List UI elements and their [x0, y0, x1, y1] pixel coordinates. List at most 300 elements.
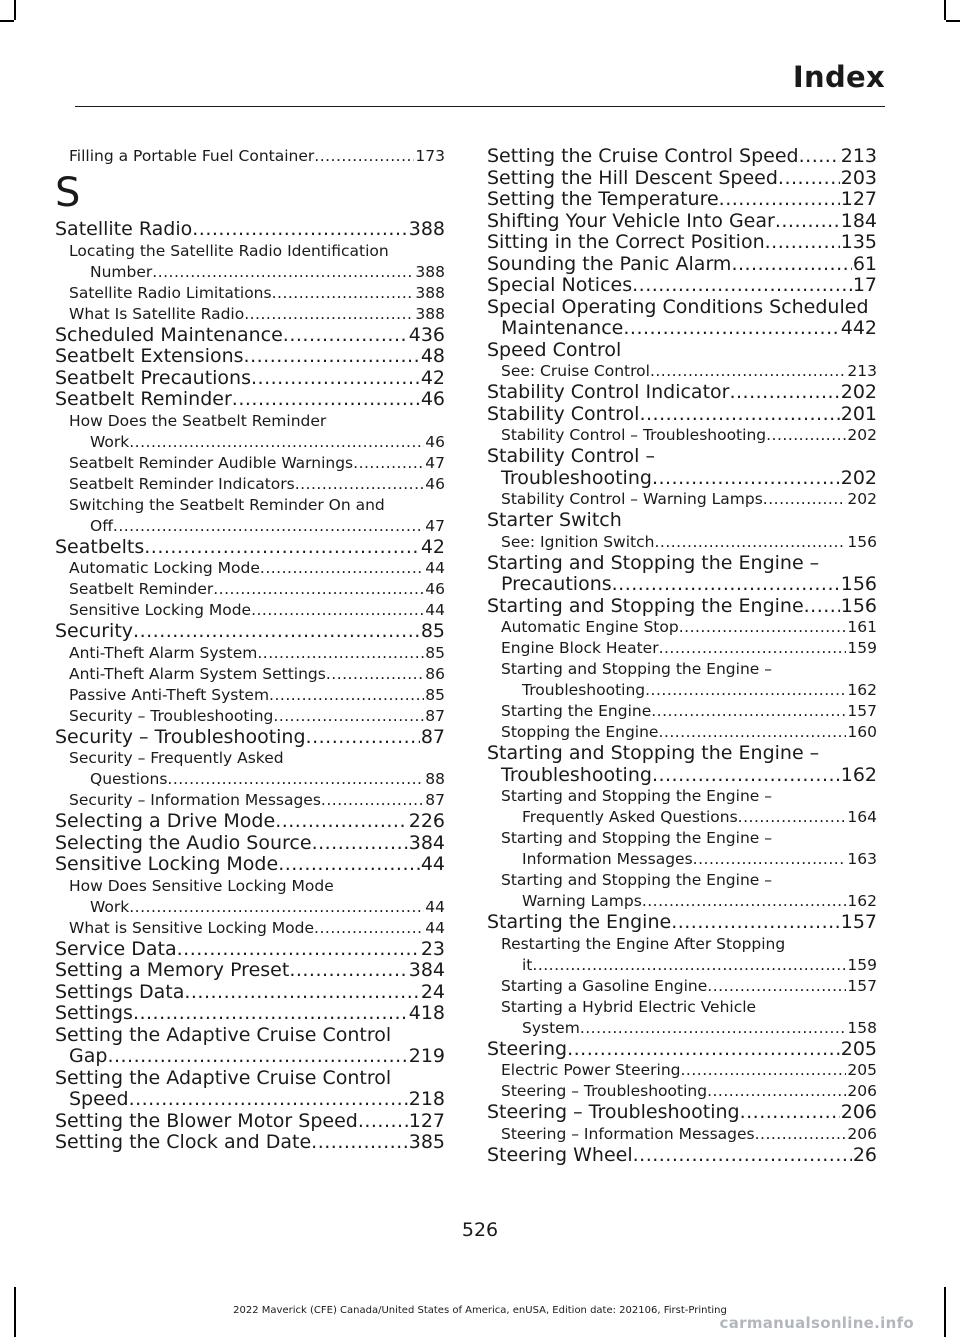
entry-text: System — [522, 1018, 580, 1037]
dot-leader — [306, 727, 420, 749]
dot-leader — [652, 468, 840, 490]
index-entry[interactable] — [55, 389, 445, 411]
index-heading: Security – Frequently Asked — [69, 749, 284, 767]
entry-text: Security – Information Messages — [69, 791, 321, 809]
page-ref: 85 — [420, 620, 445, 642]
page-ref: 156 — [847, 532, 877, 551]
dot-leader — [133, 1003, 408, 1025]
entry-text: Starting a Gasoline Engine — [501, 976, 708, 995]
index-heading: Restarting the Engine After Stopping — [501, 934, 786, 953]
index-entry[interactable] — [487, 912, 877, 934]
index-subentry[interactable] — [487, 1124, 877, 1145]
entry-text: Speed — [69, 1088, 129, 1110]
index-subentry[interactable] — [55, 516, 445, 537]
entry-text: Off — [90, 516, 113, 535]
dot-leader — [257, 643, 424, 664]
entry-text: Stability Control — [487, 402, 640, 425]
page-ref: 135 — [840, 231, 877, 253]
section-letter: S — [55, 170, 81, 216]
entry-text: Security — [55, 620, 134, 642]
index-entry[interactable] — [55, 1046, 445, 1068]
page-ref: 88 — [425, 770, 445, 788]
entry-text: Engine Block Heater — [501, 639, 659, 657]
dot-leader — [612, 574, 840, 596]
entry-text: Seatbelt Extensions — [55, 345, 244, 367]
entry-text: Selecting a Drive Mode — [55, 810, 276, 832]
index-entry[interactable] — [487, 404, 877, 426]
entry-text: Maintenance — [501, 317, 624, 339]
dot-leader — [680, 1060, 846, 1081]
index-subentry[interactable] — [487, 489, 877, 510]
page-ref: 442 — [840, 317, 877, 339]
page-ref: 159 — [847, 639, 877, 657]
dot-leader — [580, 1018, 847, 1039]
index-entry[interactable] — [487, 254, 877, 276]
entry-text: Electric Power Steering — [501, 1061, 681, 1079]
index-entry[interactable] — [487, 382, 877, 404]
entry-text: See: Cruise Control — [501, 362, 650, 380]
index-subentry[interactable] — [487, 701, 877, 722]
dot-leader — [275, 811, 408, 833]
index-subentry[interactable] — [55, 558, 445, 579]
page-ref: 202 — [840, 381, 877, 403]
index-heading: How Does Sensitive Locking Mode — [69, 876, 334, 895]
index-entry[interactable] — [487, 468, 877, 490]
entry-text: What is Sensitive Locking Mode — [69, 918, 315, 937]
page-ref: 86 — [425, 664, 445, 683]
dot-leader — [152, 262, 414, 283]
page-ref: 206 — [840, 1101, 877, 1123]
page-ref: 184 — [840, 209, 877, 232]
index-entry[interactable] — [55, 960, 445, 982]
crop-mark — [14, 0, 16, 20]
index-heading: How Does the Seatbelt Reminder — [69, 411, 327, 430]
page-ref: 206 — [847, 1082, 877, 1100]
dot-leader — [651, 701, 846, 722]
dot-leader — [213, 579, 424, 600]
index-subentry[interactable] — [55, 304, 445, 325]
dot-leader — [729, 382, 839, 404]
entry-text: Troubleshooting — [501, 466, 652, 489]
index-heading: Special Operating Conditions Scheduled — [487, 295, 869, 318]
page-ref: 46 — [420, 388, 445, 410]
watermark-logo: carmanualsonline.info — [719, 1314, 914, 1332]
index-subentry[interactable] — [55, 706, 445, 727]
index-entry[interactable] — [55, 219, 445, 241]
index-entry[interactable] — [487, 596, 877, 618]
index-heading: Starting a Hybrid Electric Vehicle — [501, 997, 757, 1016]
page-ref: 47 — [425, 516, 445, 535]
page-number: 526 — [461, 1219, 499, 1241]
dot-leader — [144, 537, 420, 559]
crop-mark — [944, 0, 946, 20]
page-ref: 87 — [425, 791, 445, 809]
index-heading: Starting and Stopping the Engine – — [501, 787, 772, 805]
entry-text: What Is Satellite Radio — [69, 304, 245, 323]
page-title: Index — [792, 60, 885, 94]
dot-leader — [167, 769, 424, 790]
index-entry[interactable] — [55, 1111, 445, 1133]
page-ref: 164 — [847, 808, 877, 826]
page-ref: 205 — [840, 1037, 877, 1060]
page-ref: 213 — [847, 362, 877, 380]
page-ref: 42 — [420, 366, 445, 389]
index-entry[interactable] — [487, 168, 877, 190]
page-ref: 157 — [847, 976, 877, 995]
page-ref: 85 — [425, 685, 445, 704]
crop-mark — [0, 20, 14, 22]
index-entry[interactable] — [487, 211, 877, 233]
dot-leader — [654, 532, 846, 553]
entry-text: Steering — [487, 1037, 568, 1060]
index-subentry[interactable] — [487, 976, 877, 997]
page-ref: 23 — [420, 937, 445, 960]
dot-leader — [278, 854, 420, 876]
entry-text: Stability Control – Troubleshooting — [501, 426, 767, 444]
index-heading: Starting and Stopping the Engine – — [487, 742, 820, 764]
entry-text: Satellite Radio Limitations — [69, 283, 272, 302]
entry-text: Selecting the Audio Source — [55, 831, 312, 854]
index-entry[interactable] — [55, 537, 445, 559]
dot-leader — [312, 833, 408, 855]
entry-text: Work — [90, 432, 130, 451]
entry-text: Scheduled Maintenance — [55, 323, 283, 346]
dot-leader — [314, 146, 414, 167]
index-subentry[interactable] — [487, 638, 877, 659]
dot-leader — [129, 897, 424, 918]
index-subentry[interactable] — [487, 849, 877, 870]
page-ref: 157 — [847, 702, 877, 720]
index-subentry[interactable] — [487, 680, 877, 701]
dot-leader — [113, 516, 424, 537]
edition-footer: 2022 Maverick (CFE) Canada/United States of America, enUSA, Edition date: 202106, First-Printing — [233, 1305, 727, 1316]
dot-leader — [623, 318, 839, 340]
dot-leader — [314, 918, 424, 939]
index-entry[interactable] — [55, 982, 445, 1004]
page-ref: 388 — [415, 304, 445, 323]
entry-text: Sounding the Panic Alarm — [487, 252, 732, 275]
dot-leader — [107, 1046, 407, 1068]
index-entry[interactable] — [487, 574, 877, 596]
index-subentry[interactable] — [55, 283, 445, 304]
page-ref: 42 — [420, 535, 445, 558]
entry-text: Sensitive Locking Mode — [55, 853, 279, 875]
index-subentry[interactable] — [487, 1081, 877, 1102]
index-subentry[interactable] — [55, 643, 445, 664]
dot-leader — [272, 283, 415, 304]
entry-text: Settings — [55, 1002, 133, 1024]
page-ref: 384 — [408, 831, 445, 854]
dot-leader — [765, 232, 840, 254]
page-ref: 160 — [847, 723, 877, 741]
index-heading: Setting the Adaptive Cruise Control — [55, 1023, 392, 1046]
page-ref: 388 — [415, 283, 445, 302]
index-subentry[interactable] — [487, 1018, 877, 1039]
index-subentry[interactable] — [55, 262, 445, 283]
index-subentry[interactable] — [487, 1060, 877, 1081]
dot-leader — [251, 600, 424, 621]
index-entry[interactable] — [487, 1145, 877, 1167]
page-ref: 46 — [425, 474, 445, 493]
dot-leader — [740, 1102, 840, 1124]
entry-text: Setting the Blower Motor Speed — [55, 1109, 358, 1132]
page-ref: 205 — [847, 1061, 877, 1079]
dot-leader — [671, 912, 840, 934]
entry-text: Seatbelt Reminder — [55, 388, 232, 410]
page-ref: 226 — [408, 810, 445, 832]
dot-leader — [295, 474, 425, 495]
index-entry[interactable] — [487, 275, 877, 297]
index-subentry[interactable] — [487, 361, 877, 382]
entry-text: Starting the Engine — [487, 911, 672, 933]
index-heading: Switching the Seatbelt Reminder On and — [69, 495, 385, 514]
index-subentry[interactable] — [55, 897, 445, 918]
entry-text: it — [522, 955, 533, 974]
dot-leader — [353, 453, 424, 474]
dot-leader — [707, 976, 846, 997]
dot-leader — [129, 1089, 408, 1111]
index-subentry[interactable] — [55, 453, 445, 474]
index-subentry[interactable] — [487, 425, 877, 446]
index-entry[interactable] — [55, 1089, 445, 1111]
entry-text: Automatic Engine Stop — [501, 618, 679, 636]
index-column-right — [487, 146, 877, 1166]
dot-leader — [289, 960, 407, 982]
dot-leader — [763, 489, 847, 510]
entry-text: Sensitive Locking Mode — [69, 601, 252, 619]
page-ref: 162 — [840, 763, 877, 786]
dot-leader — [129, 432, 424, 453]
page-ref: 173 — [415, 147, 445, 165]
page-ref: 163 — [847, 850, 877, 868]
dot-leader — [650, 361, 846, 382]
dot-leader — [358, 1111, 408, 1133]
index-subentry[interactable] — [55, 432, 445, 453]
entry-text: Seatbelt Reminder Indicators — [69, 474, 295, 493]
entry-text: Passive Anti-Theft System — [69, 685, 270, 704]
entry-text: Security – Troubleshooting — [69, 706, 274, 725]
dot-leader — [799, 146, 840, 168]
dot-leader — [532, 955, 846, 976]
index-subentry[interactable] — [487, 891, 877, 912]
entry-text: Setting the Clock and Date — [55, 1131, 312, 1153]
dot-leader — [645, 680, 846, 701]
page-ref: 384 — [408, 959, 445, 981]
page-ref: 158 — [847, 1018, 877, 1037]
dot-leader — [707, 1081, 846, 1102]
entry-text: Starting the Engine — [501, 702, 652, 720]
entry-text: Stopping the Engine — [501, 723, 659, 741]
dot-leader — [133, 621, 420, 643]
page-ref: 87 — [420, 725, 445, 748]
index-column-left — [55, 146, 445, 1154]
entry-text: Steering – Information Messages — [501, 1124, 755, 1143]
dot-leader — [731, 254, 851, 276]
dot-leader — [326, 664, 424, 685]
index-entry[interactable] — [55, 811, 445, 833]
index-entry[interactable] — [55, 854, 445, 876]
dot-leader — [693, 849, 847, 870]
page-ref: 202 — [847, 426, 877, 444]
dot-leader — [679, 617, 847, 638]
entry-text: Troubleshooting — [501, 763, 652, 786]
dot-leader — [232, 389, 420, 411]
page-ref: 203 — [840, 166, 877, 189]
entry-text: Anti-Theft Alarm System — [69, 643, 258, 662]
entry-text: Settings Data — [55, 980, 185, 1003]
dot-leader — [251, 368, 420, 390]
index-entry[interactable] — [55, 939, 445, 961]
dot-leader — [269, 685, 424, 706]
entry-text: Special Notices — [487, 274, 633, 296]
index-entry[interactable] — [55, 1132, 445, 1154]
entry-text: Seatbelt Precautions — [55, 366, 251, 389]
dot-leader — [244, 346, 420, 368]
entry-text: Information Messages — [522, 850, 693, 868]
entry-text: Questions — [90, 770, 168, 788]
dot-leader — [642, 891, 847, 912]
page-ref: 219 — [408, 1045, 445, 1067]
entry-text: Filling a Portable Fuel Container — [69, 147, 315, 165]
index-entry[interactable] — [55, 1003, 445, 1025]
index-subentry[interactable] — [55, 918, 445, 939]
entry-text: Anti-Theft Alarm System Settings — [69, 664, 326, 683]
dot-leader — [658, 722, 846, 743]
index-subentry[interactable] — [55, 664, 445, 685]
entry-text: Frequently Asked Questions — [522, 808, 738, 826]
index-heading: Starter Switch — [487, 509, 622, 531]
dot-leader — [778, 168, 840, 190]
dot-leader — [652, 765, 840, 787]
page-ref: 385 — [408, 1131, 445, 1153]
entry-text: Setting the Hill Descent Speed — [487, 166, 778, 189]
entry-text: Precautions — [501, 573, 612, 595]
page-ref: 162 — [847, 681, 877, 699]
page-ref: 218 — [408, 1088, 445, 1110]
dot-leader — [633, 1145, 852, 1167]
index-entry[interactable] — [487, 146, 877, 168]
index-subentry[interactable] — [487, 617, 877, 638]
page-ref: 202 — [847, 490, 877, 508]
entry-text: Satellite Radio — [55, 218, 193, 240]
page-ref: 157 — [840, 911, 877, 933]
index-entry[interactable] — [487, 232, 877, 254]
index-subentry[interactable] — [55, 769, 445, 790]
dot-leader — [659, 638, 847, 659]
page-ref: 213 — [840, 145, 877, 167]
index-subentry[interactable] — [487, 807, 877, 828]
entry-text: Setting the Cruise Control Speed — [487, 145, 799, 167]
page-ref: 156 — [840, 573, 877, 595]
page-ref: 388 — [408, 218, 445, 240]
dot-leader — [639, 404, 839, 426]
page-ref: 85 — [425, 643, 445, 662]
index-heading: Starting and Stopping the Engine – — [487, 551, 820, 574]
index-subentry[interactable] — [55, 146, 445, 167]
index-entry[interactable] — [55, 621, 445, 643]
index-heading: Stability Control – — [487, 445, 656, 467]
entry-text: Security – Troubleshooting — [55, 725, 306, 748]
entry-text: Stability Control – Warning Lamps — [501, 490, 763, 508]
index-entry[interactable] — [55, 727, 445, 749]
dot-leader — [804, 596, 840, 618]
page-ref: 202 — [840, 466, 877, 489]
page-ref: 44 — [425, 918, 445, 937]
page-ref: 162 — [847, 892, 877, 910]
entry-text: Troubleshooting — [522, 681, 646, 699]
page-ref: 418 — [408, 1002, 445, 1024]
entry-text: Setting the Temperature — [487, 188, 719, 210]
entry-text: Seatbelt Reminder Audible Warnings — [69, 453, 354, 472]
index-entry[interactable] — [55, 346, 445, 368]
index-subentry[interactable] — [55, 579, 445, 600]
index-entry[interactable] — [55, 325, 445, 347]
page-ref: 44 — [425, 601, 445, 619]
dot-leader — [283, 325, 408, 347]
index-entry[interactable] — [55, 368, 445, 390]
dot-leader — [244, 304, 414, 325]
index-subentry[interactable] — [487, 722, 877, 743]
index-subentry[interactable] — [55, 474, 445, 495]
index-subentry[interactable] — [55, 790, 445, 811]
page-ref: 127 — [408, 1109, 445, 1132]
entry-text: Automatic Locking Mode — [69, 559, 260, 577]
entry-text: Steering – Troubleshooting — [501, 1082, 708, 1100]
index-heading: Starting and Stopping the Engine – — [501, 871, 772, 889]
index-heading: Starting and Stopping the Engine – — [501, 660, 772, 678]
index-entry[interactable] — [487, 318, 877, 340]
index-entry[interactable] — [487, 1039, 877, 1061]
entry-text: Warning Lamps — [522, 892, 642, 910]
entry-text: Service Data — [55, 937, 177, 960]
index-subentry[interactable] — [55, 685, 445, 706]
dot-leader — [177, 939, 420, 961]
entry-text: Steering Wheel — [487, 1143, 633, 1166]
dot-leader — [766, 425, 846, 446]
page-ref: 26 — [852, 1143, 877, 1166]
page-ref: 159 — [847, 955, 877, 974]
entry-text: Starting and Stopping the Engine — [487, 594, 804, 617]
index-entry[interactable] — [487, 189, 877, 211]
entry-text: Seatbelt Reminder — [69, 580, 214, 598]
index-subentry[interactable] — [487, 955, 877, 976]
page-ref: 44 — [425, 559, 445, 577]
dot-leader — [755, 1124, 847, 1145]
entry-text: Number — [90, 262, 153, 281]
index-subentry[interactable] — [487, 532, 877, 553]
dot-leader — [260, 558, 424, 579]
header-rule — [75, 106, 885, 107]
index-entry[interactable] — [487, 1102, 877, 1124]
index-subentry[interactable] — [55, 600, 445, 621]
dot-leader — [719, 189, 840, 211]
dot-leader — [192, 219, 407, 241]
entry-text: Work — [90, 897, 130, 916]
page-ref: 87 — [425, 706, 445, 725]
page-ref: 436 — [408, 323, 445, 346]
page-ref: 46 — [425, 432, 445, 451]
dot-leader — [567, 1039, 840, 1061]
entry-text: Gap — [69, 1045, 108, 1067]
dot-leader — [273, 706, 424, 727]
dot-leader — [311, 1132, 408, 1154]
entry-text: Stability Control Indicator — [487, 381, 730, 403]
index-heading: Starting and Stopping the Engine – — [501, 829, 772, 847]
index-entry[interactable] — [55, 833, 445, 855]
crop-mark — [946, 20, 960, 22]
page-ref: 156 — [840, 594, 877, 617]
index-entry[interactable] — [487, 765, 877, 787]
